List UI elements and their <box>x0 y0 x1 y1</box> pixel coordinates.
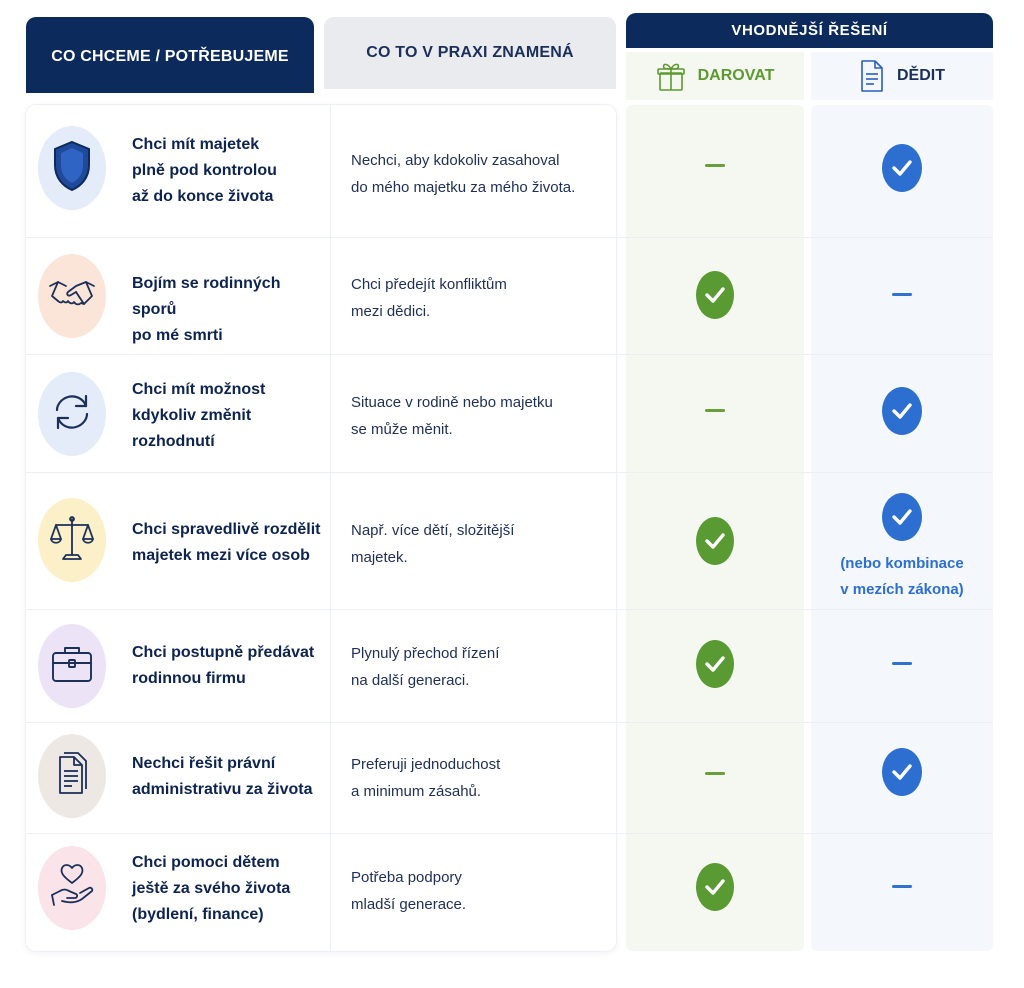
check-icon <box>696 517 734 565</box>
check-icon <box>882 387 922 435</box>
gift-icon <box>656 60 686 92</box>
inherit-suitable <box>811 387 993 435</box>
row-icon-badge <box>38 126 106 210</box>
briefcase-icon <box>50 643 94 690</box>
gift-suitable <box>626 640 804 688</box>
check-icon <box>696 640 734 688</box>
row-icon-badge <box>38 734 106 818</box>
gift-not-suitable <box>626 772 804 775</box>
inherit-not-suitable <box>811 885 993 888</box>
row-icon-badge <box>38 624 106 708</box>
shield-icon <box>50 138 94 199</box>
need-text: Nechci řešit právní administrativu za života <box>132 755 313 798</box>
dash-icon <box>705 164 725 167</box>
gift-not-suitable <box>626 409 804 412</box>
meaning-text: Např. více dětí, složitější majetek. <box>351 522 515 566</box>
inherit-not-suitable <box>811 293 993 296</box>
header-gift <box>626 52 804 100</box>
refresh-icon <box>50 388 94 441</box>
document-icon <box>859 59 885 93</box>
row-icon-badge <box>38 846 106 930</box>
row-divider <box>26 472 993 473</box>
row-divider <box>26 237 993 238</box>
gift-not-suitable <box>626 164 804 167</box>
header-inherit-label: DĚDIT <box>897 67 945 84</box>
dash-icon <box>892 293 912 296</box>
check-icon <box>882 493 922 541</box>
check-icon <box>696 863 734 911</box>
inherit-note: (nebo kombinace v mezích zákona) <box>840 555 964 598</box>
meaning-text: Preferuji jednoduchost a minimum zásahů. <box>351 756 501 800</box>
row-divider <box>26 722 993 723</box>
meaning-text: Situace v rodině nebo majetku se může měnit. <box>351 394 553 438</box>
inherit-suitable <box>811 493 993 603</box>
heart-hand-icon <box>50 861 94 916</box>
check-icon <box>696 271 734 319</box>
meaning-text: Potřeba podpory mladší generace. <box>351 869 467 913</box>
dash-icon <box>705 409 725 412</box>
dash-icon <box>892 885 912 888</box>
handshake-icon <box>48 274 96 319</box>
gift-suitable <box>626 517 804 565</box>
need-text: Chci spravedlivě rozdělit majetek mezi více osob <box>132 521 321 564</box>
meaning-text: Nechci, aby kdokoliv zasahoval do mého majetku za mého života. <box>351 152 576 196</box>
header-better-solution: VHODNĚJŠÍ ŘEŠENÍ <box>626 13 993 48</box>
need-text: Chci mít možnost kdykoliv změnit rozhodnutí <box>132 381 266 450</box>
row-icon-badge <box>38 254 106 338</box>
need-text: Chci pomoci dětem ještě za svého života (bydlení, finance) <box>132 854 291 923</box>
row-icon-badge <box>38 372 106 456</box>
inherit-suitable <box>811 748 993 796</box>
need-text: Chci mít majetek plně pod kontrolou až do konce života <box>132 136 277 205</box>
meaning-text: Plynulý přechod řízení na další generaci. <box>351 645 500 689</box>
header-meaning: CO TO V PRAXI ZNAMENÁ <box>324 17 616 89</box>
need-text: Chci postupně předávat rodinnou firmu <box>132 644 315 687</box>
header-inherit <box>811 52 993 100</box>
dash-icon <box>705 772 725 775</box>
check-icon <box>882 144 922 192</box>
row-divider <box>26 609 993 610</box>
gift-suitable <box>626 271 804 319</box>
scales-icon <box>49 513 95 568</box>
row-divider <box>26 354 993 355</box>
inherit-not-suitable <box>811 662 993 665</box>
row-divider <box>26 833 993 834</box>
documents-icon <box>52 749 92 804</box>
gift-suitable <box>626 863 804 911</box>
need-text: Bojím se rodinných sporů po mé smrti <box>132 275 281 344</box>
check-icon <box>882 748 922 796</box>
dash-icon <box>892 662 912 665</box>
row-icon-badge <box>38 498 106 582</box>
header-gift-label: DAROVAT <box>697 67 775 84</box>
header-needs: CO CHCEME / POTŘEBUJEME <box>26 17 314 93</box>
inherit-suitable <box>811 144 993 192</box>
meaning-text: Chci předejít konfliktům mezi dědici. <box>351 276 507 320</box>
column-divider <box>330 105 331 951</box>
